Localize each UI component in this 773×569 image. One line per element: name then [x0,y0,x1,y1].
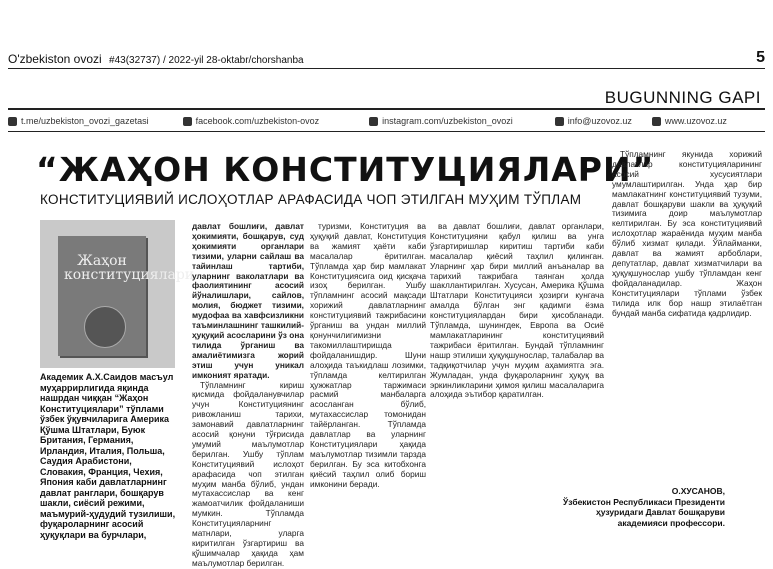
article-column-2 [192,221,304,568]
author-signature [555,486,725,528]
globe-icon [84,306,126,348]
article-column-3 [310,222,426,552]
facebook-icon [183,117,192,126]
column-lead: давлат бошлиғи, давлат ҳокимияти, бошқарув, суд ҳокимияти органлари тизими, уларни сайлаш ва тайинлаш тартиби, уларнинг ваколатлари ва фаолиятининг асосий йўналишлари, сайлов, молия, бюджет тизими, мудофаа ва хавфсизликни таъминлашнинг ташкилий-ҳуқуқий асосларини ўз она тилида ўрганиш ва амалиётимизга жорий этиш учун уникал имконият яратади. [192,221,304,380]
social-link-instagram[interactable] [369,116,513,126]
column-text: ва давлат бошлиғи, давлат органлари, Конституцияни қабул қилиш ва унга ўзгартиришлар киритиш тартиби каби масалалар қиёсий таҳлил қилинган. Уларнинг ҳар бири миллий анъаналар ва тарихий тажрибага таянган ҳолда шакллантирилган. Хусусан, Америка Қўшма Штатлари Конституцияси ҳозирги кунгача амалда бўлган энг қадимги ёзма конституциялардан бири ҳисобланади. Тўпламда, шунингдек, Европа ва Осиё мамлакатларининг конституциявий тажрибаси ёритилган. Бундай тўпламнинг нашр этилиши ҳуқуқшунослар, талабалар ва тадқиқотчилар учун муҳим аҳамиятга эга. Жумладан, унда фуқароларнинг ҳуқуқ ва эркинликларини ҳимоя қилиш масалаларига алоҳида эътибор қаратилган. [430,221,604,400]
book-title: Жаҳон конституциялари [64,253,195,283]
section-rule [8,108,765,110]
page-number: 5 [756,49,765,66]
web-icon [652,117,661,126]
issue-info: #43(32737) / 2022-yil 28-oktabr/chorshanba [109,55,304,66]
social-link-telegram[interactable] [8,116,149,126]
social-text: www.uzovoz.uz [664,116,727,126]
social-bar [8,112,765,130]
telegram-icon [8,117,17,126]
author-title: Ўзбекистон Республикаси Президенти ҳузуридаги Давлат бошқаруви академияси профессори. [563,496,725,528]
column-text: Тўпламнинг якунида хорижий давлатлар конституцияларининг асосий хусусиятлари умумлаштирилган. Унда ҳар бир мамлакатнинг конституциявий тузуми, давлат бошқаруви шакли ва ҳуқуқий тизимига доир маълумотлар келтирилган. Бу эса конституциявий ислоҳотлар жараёнида муҳим манба бўлиб хизмат қилади. Ўйлайманки, давлат ва жамият арбоблари, депутатлар, давлат хизматчилари ва ҳуқуқшунослар ушбу тўпламдан кенг фойдаланадилар. Жаҳон Конституциялари тўплами ўзбек тилида илк бор нашр этилаётган бундай манба сифатида қадрлидир. [612,149,762,318]
subheadline: КОНСТИТУЦИЯВИЙ ИСЛОҲОТЛАР АРАФАСИДА ЧОП ЭТИЛГАН МУҲИМ ТЎПЛАМ [40,192,582,207]
social-text: facebook.com/uzbekiston-ovoz [195,116,320,126]
article-column-5 [612,150,762,482]
social-link-facebook[interactable] [183,116,320,126]
mail-icon [555,117,564,126]
social-link-mail[interactable] [555,116,632,126]
social-link-web[interactable] [652,116,727,126]
headline: “ЖАҲОН КОНСТИТУЦИЯЛАРИ” [36,150,655,189]
photo-caption: Академик А.Х.Саидов масъул муҳаррирлигида яқинда нашрдан чиққан “Жаҳон Конституциялари” тўплами ўзбек ўқувчиларига Америка Қўшма Штатлари, Буюк Британия, Германия, Ирландия, Италия, Польша, Саудия Арабистони, Словакия, Франция, Чехия, Япония каби давлатларнинг давлат ранглари, бошқарув шакли, сиёсий режими, маъмурий-ҳудудий тузилиши, фуқароларнинг асосий ҳуқуқлари ва бурчлари, [40,372,176,540]
social-text: info@uzovoz.uz [567,116,632,126]
masthead [8,52,304,66]
top-rule [8,68,765,69]
paper-name: O'zbekiston ovozi [8,52,102,66]
social-text: t.me/uzbekiston_ovozi_gazetasi [21,116,149,126]
author-name: О.ХУСАНОВ, [671,486,725,496]
book-cover [58,236,195,356]
instagram-icon [369,117,378,126]
column-text: Тўпламнинг кириш қисмида фойдаланувчилар учун Конституциянинг ривожланиш тарихи, замонавий давлатларнинг асосий қонуни тўғрисида умумий маълумотлар берилган. Ушбу тўплам Конституциявий ислоҳот арафасида чоп этилган муҳим манба бўлиб, ундан мутахассислар ва кенг жамоатчилик фойдаланиши мумкин. Тўпламда Конституцияларнинг матнлари, уларга киритилган ўзгартириш ва қўшимчалар ҳақида ҳам маълумотлар берилган. [192,379,304,568]
social-text: instagram.com/uzbekiston_ovozi [382,116,513,126]
column-text: туризми, Конституция ва ҳуқуқий давлат, Конституция ва жамият ҳаёти каби масалалар ёритилган. Тўпламда ҳар бир мамлакат Конституциясига оид қисқача изоҳ берилган. Ушбу тўпламнинг асосий мақсади хорижий давлатларнинг конституциявий тажрибасини ўрганиш ва ундан миллий қонунчилигимизни такомиллаштиришда фойдаланишдир. Шуни алоҳида таъкидлаш лозимки, тўпламда келтирилган ҳужжатлар таржимаси расмий манбаларга асосланган бўлиб, мутахассислар томонидан тайёрланган. Тўпламда давлатлар ва уларнинг Конституциялари ҳақида маълумотлар тизимли тарзда берилган. Бу эса китобхонга қиёсий таҳлил олиб бориш имконини беради. [310,221,426,489]
section-title: BUGUNNING GAPI [604,88,761,107]
book-photo [40,220,195,368]
social-rule [8,131,765,132]
